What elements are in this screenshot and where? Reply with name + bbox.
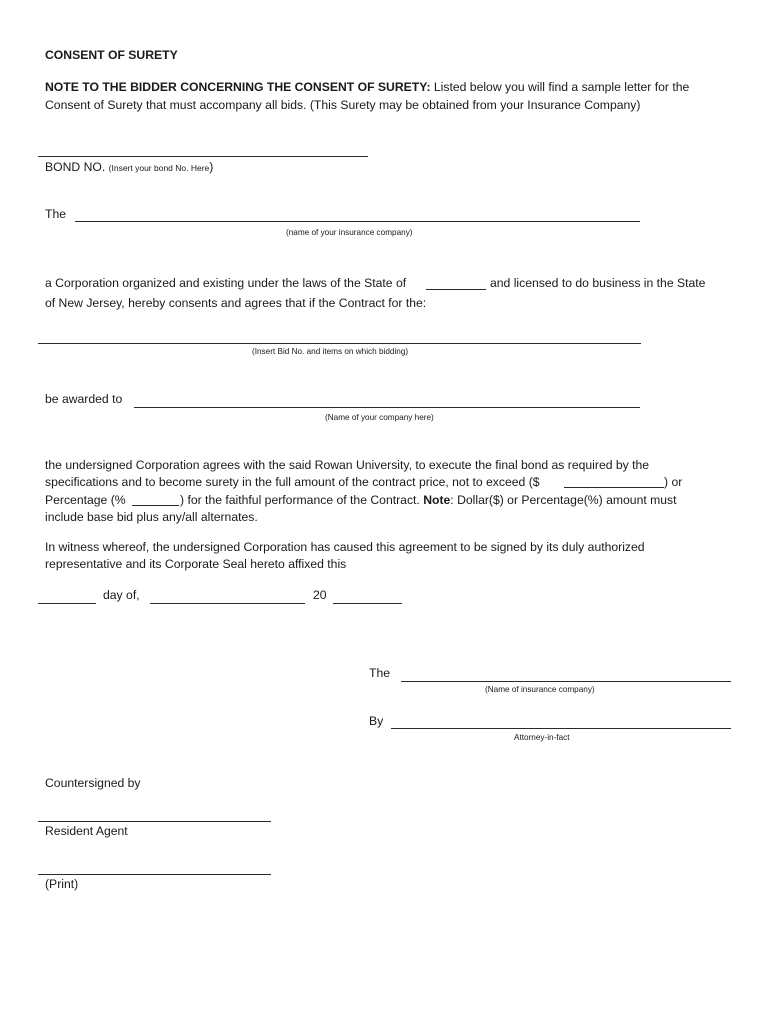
year-line[interactable] — [333, 603, 402, 604]
note-word: Note — [423, 493, 451, 507]
note-text-line1: Listed below you will find a sample letter for the — [430, 80, 690, 94]
bidder-note — [45, 79, 730, 114]
countersigned-label: Countersigned by — [45, 776, 141, 790]
dollar-amount-line[interactable] — [564, 487, 664, 488]
month-line[interactable] — [150, 603, 305, 604]
corporation-text-line2: of New Jersey, hereby consents and agrees that if the Contract for the: — [45, 296, 427, 310]
countersigned-line[interactable] — [38, 821, 271, 822]
bond-number-close: ) — [209, 160, 214, 174]
signature-the-label: The — [369, 666, 391, 680]
day-of-label: day of, — [103, 588, 140, 602]
awarded-label: be awarded to — [45, 392, 123, 406]
bid-items-line[interactable] — [38, 343, 641, 344]
print-label: (Print) — [45, 877, 79, 891]
signature-insurance-line[interactable] — [401, 681, 731, 682]
bond-number-label-group — [45, 159, 213, 177]
corporation-text-a: a Corporation organized and existing under the laws of the State of — [45, 276, 407, 290]
agreement-line4: include base bid plus any/all alternates. — [45, 510, 258, 524]
agreement-line3-b: ) for the faithful performance of the Contract. — [180, 493, 420, 507]
note-text-line2: Consent of Surety that must accompany all bids. (This Surety may be obtained from your Insurance Company) — [45, 97, 641, 112]
state-line[interactable] — [426, 289, 486, 290]
signature-insurance-caption: (Name of insurance company) — [485, 685, 595, 694]
awarded-company-caption: (Name of your company here) — [325, 413, 434, 422]
corporation-text-b: and licensed to do business in the State — [490, 276, 706, 290]
by-label: By — [369, 714, 384, 728]
note-label: NOTE TO THE BIDDER CONCERNING THE CONSENT OF SURETY: — [45, 80, 431, 94]
witness-line2: representative and its Corporate Seal hereto affixed this — [45, 557, 347, 571]
awarded-company-line[interactable] — [134, 407, 640, 408]
resident-agent-label: Resident Agent — [45, 824, 128, 838]
agreement-line1: the undersigned Corporation agrees with the said Rowan University, to execute the final bond as required by the — [45, 458, 650, 472]
insurance-company-caption: (name of your insurance company) — [286, 228, 413, 237]
print-line[interactable] — [38, 874, 271, 875]
witness-line1: In witness whereof, the undersigned Corporation has caused this agreement to be signed by its duly authorized — [45, 540, 645, 554]
agreement-line3-c: : Dollar($) or Percentage(%) amount must — [450, 493, 677, 507]
year-prefix: 20 — [313, 588, 327, 602]
agreement-line3-a: Percentage (% — [45, 493, 126, 507]
agreement-line2-a: specifications and to become surety in the full amount of the contract price, not to exceed ($ — [45, 475, 540, 489]
attorney-line[interactable] — [391, 728, 731, 729]
bond-number-hint: (Insert your bond No. Here — [108, 163, 210, 173]
attorney-caption: Attorney-in-fact — [514, 733, 570, 742]
bond-number-line[interactable] — [38, 156, 368, 157]
agreement-line3-rest — [180, 492, 677, 509]
bond-number-label: BOND NO. — [45, 160, 106, 174]
percentage-line[interactable] — [132, 505, 179, 506]
agreement-line2-b: ) or — [664, 475, 683, 489]
day-line[interactable] — [38, 603, 96, 604]
bid-items-caption: (Insert Bid No. and items on which bidding) — [252, 347, 409, 356]
insurance-company-line[interactable] — [75, 221, 640, 222]
the-label: The — [45, 207, 67, 221]
document-title: CONSENT OF SURETY — [45, 48, 178, 62]
